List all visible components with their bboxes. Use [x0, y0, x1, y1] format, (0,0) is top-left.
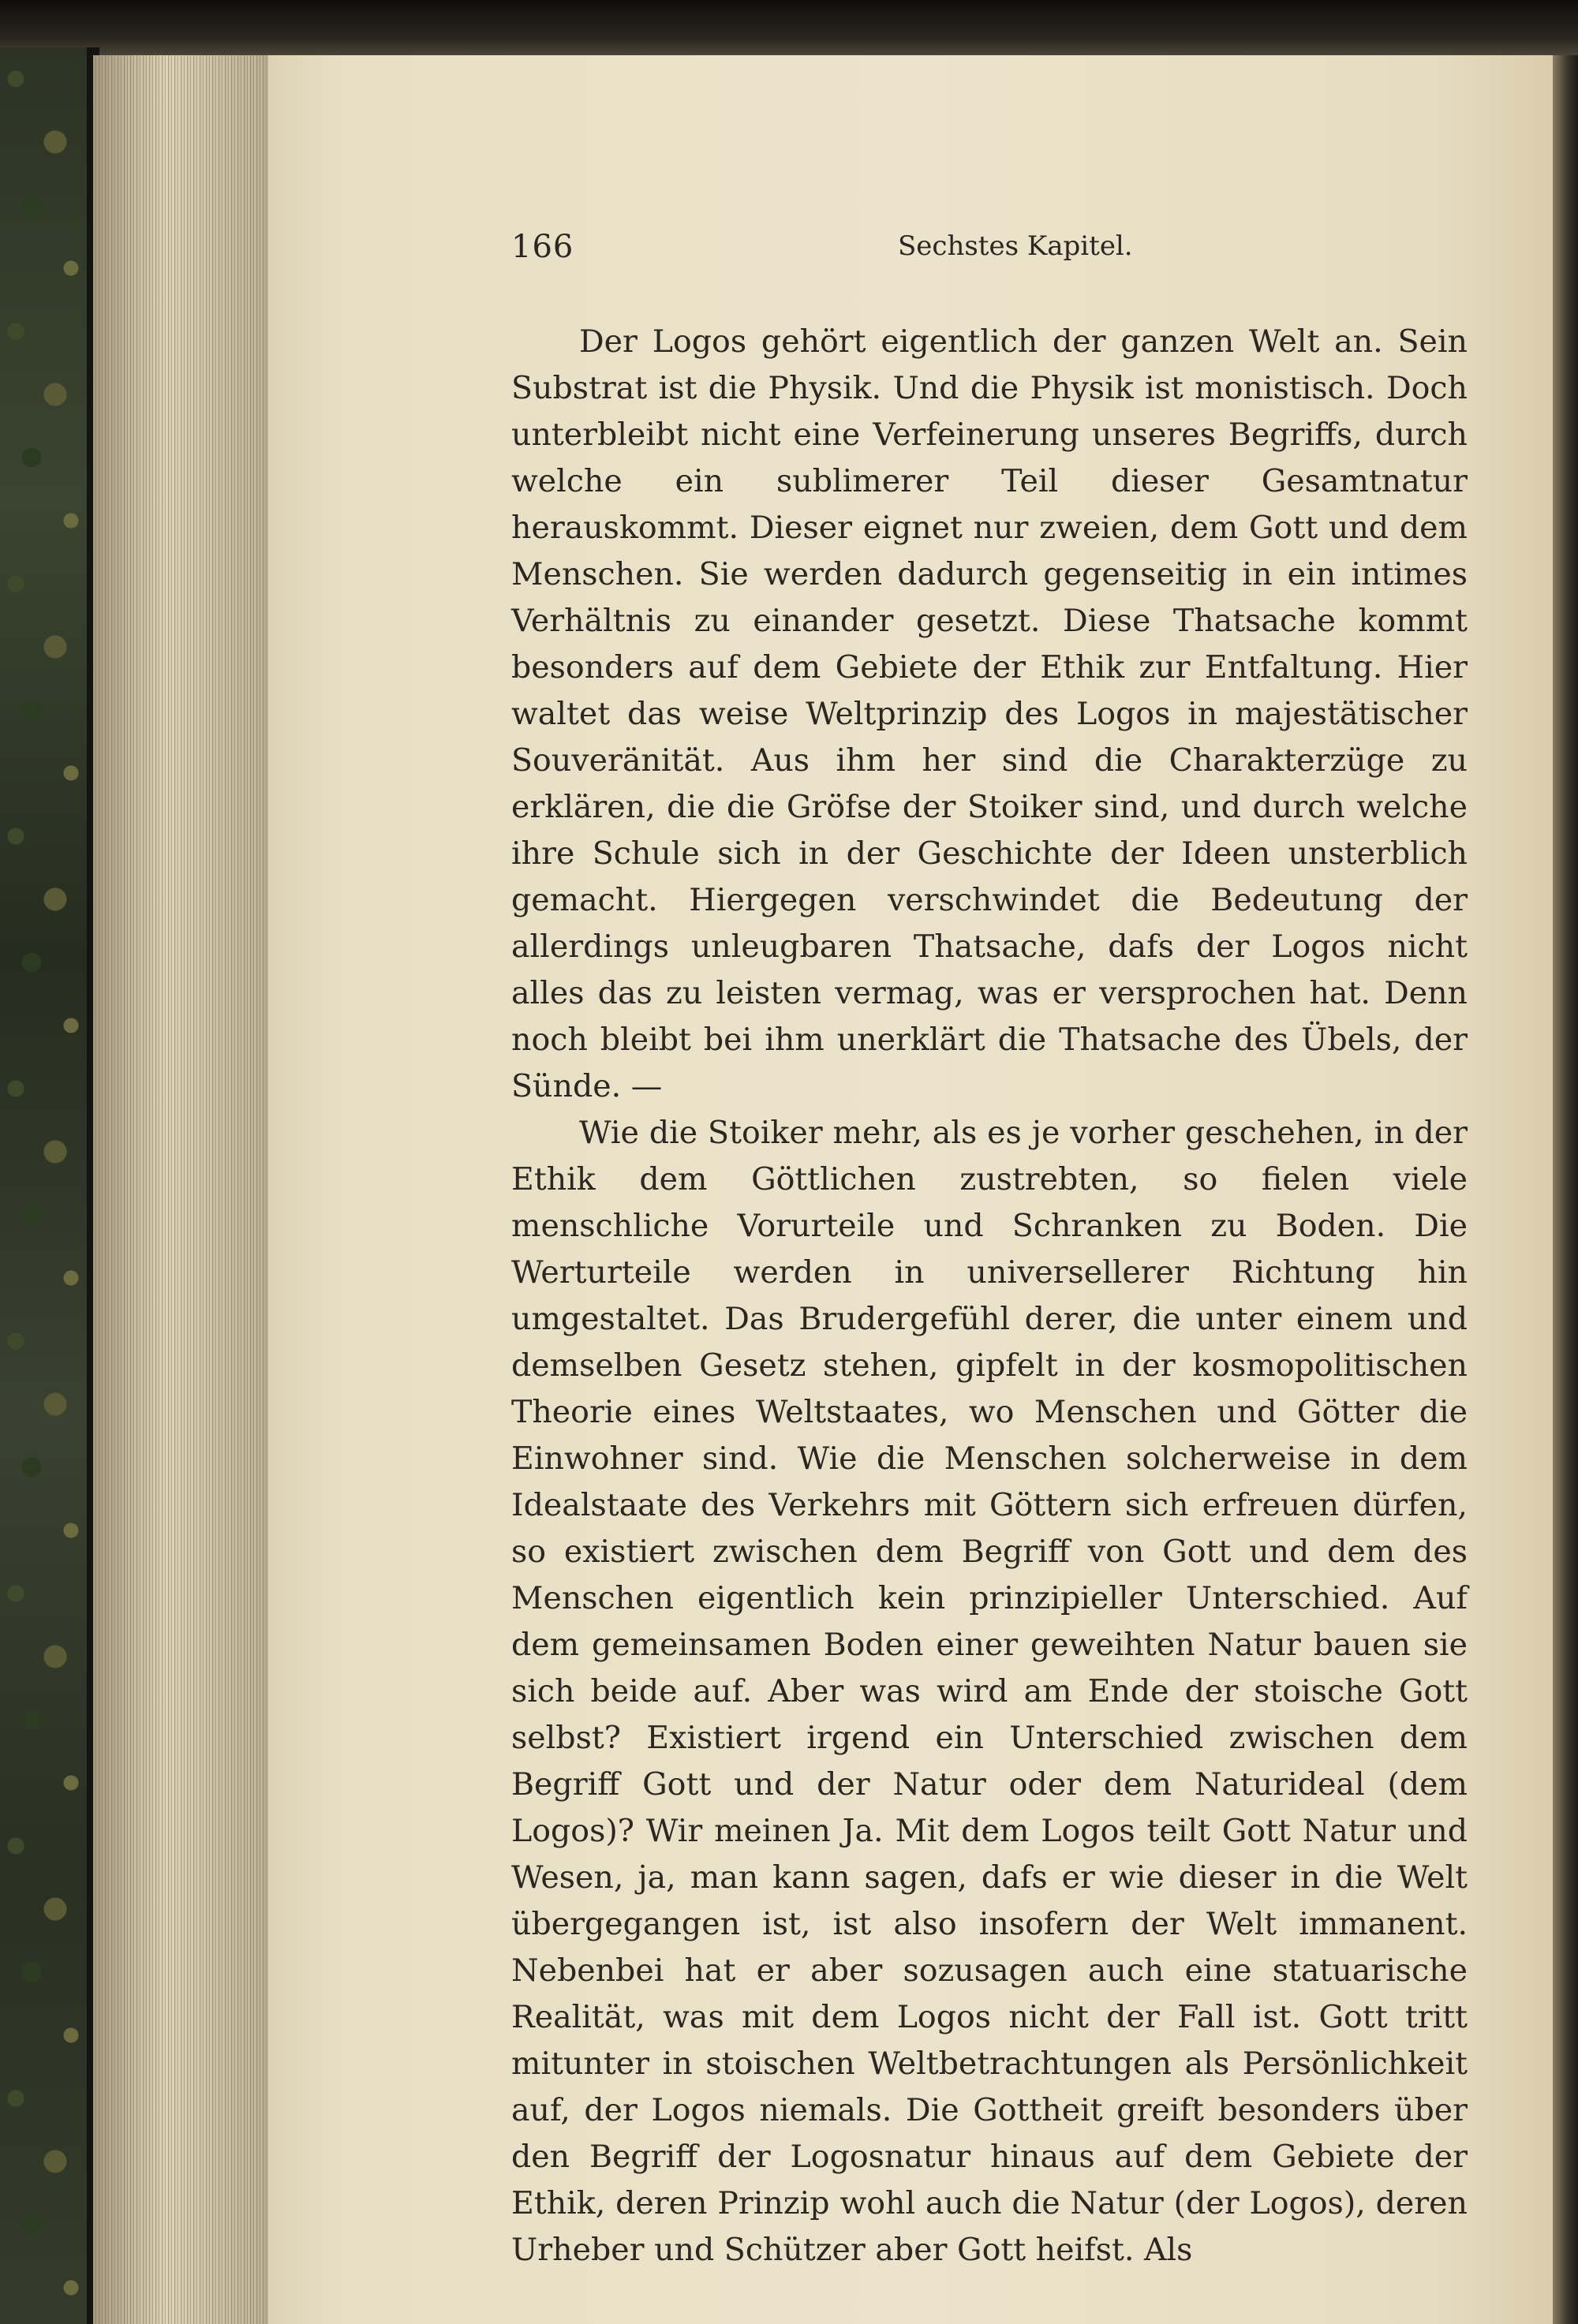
page-number: 166	[511, 229, 574, 265]
paragraph: Der Logos gehört eigentlich der ganzen Welt an. Sein Substrat ist die Physik. Und die Physik ist monistisch. Doch unterbleibt nicht eine Verfeinerung unseres Begriffs, durch welche ein sublimerer Teil dieser Gesamtnatur herauskommt. Dieser eignet nur zweien, dem Gott und dem Menschen. Sie werden dadurch gegenseitig in ein intimes Verhältnis zu einander gesetzt. Diese Thatsache kommt besonders auf dem Gebiete der Ethik zur Entfaltung. Hier waltet das weise Weltprinzip des Logos in majestätischer Souveränität. Aus ihm her sind die Charakterzüge zu erklären, die die Gröfse der Stoiker sind, und durch welche ihre Schule sich in der Geschichte der Ideen unsterblich gemacht. Hiergegen verschwindet die Bedeutung der allerdings unleugbaren Thatsache, dafs der Logos nicht alles das zu leisten vermag, was er versprochen hat. Denn noch bleibt bei ihm unerklärt die Thatsache des Übels, der Sünde. —	[511, 323, 1468, 1104]
page-content	[511, 229, 1468, 2274]
marbled-cover	[0, 47, 95, 2324]
page-header	[511, 229, 1468, 284]
page-edges-stack	[93, 55, 275, 2324]
page-right-edge	[1553, 55, 1578, 2324]
top-shadow-band	[0, 0, 1578, 55]
paragraph: Wie die Stoiker mehr, als es je vorher geschehen, in der Ethik dem Göttlichen zustrebten, so fielen viele menschliche Vorurteile und Schranken zu Boden. Die Werturteile werden in universellerer Richtung hin umgestaltet. Das Brudergefühl derer, die unter einem und demselben Gesetz stehen, gipfelt in der kosmopolitischen Theorie eines Weltstaates, wo Menschen und Götter die Einwohner sind. Wie die Menschen solcherweise in dem Idealstaate des Verkehrs mit Göttern sich erfreuen dürfen, so existiert zwischen dem Begriff von Gott und dem des Menschen eigentlich kein prinzipieller Unterschied. Auf dem gemeinsamen Boden einer geweihten Natur bauen sie sich beide auf. Aber was wird am Ende der stoische Gott selbst? Existiert irgend ein Unterschied zwischen dem Begriff Gott und der Natur oder dem Naturideal (dem Logos)? Wir meinen Ja. Mit dem Logos teilt Gott Natur und Wesen, ja, man kann sagen, dafs er wie dieser in die Welt übergegangen ist, ist also insofern der Welt immanent. Nebenbei hat er aber sozusagen auch eine statuarische Realität, was mit dem Logos nicht der Fall ist. Gott tritt mitunter in stoischen Weltbetrachtungen als Persönlichkeit auf, der Logos niemals. Die Gottheit greift besonders über den Begriff der Logosnatur hinaus auf dem Gebiete der Ethik, deren Prinzip wohl auch die Natur (der Logos), deren Urheber und Schützer aber Gott heifst. Als	[511, 1115, 1468, 2268]
running-head: Sechstes Kapitel.	[898, 230, 1133, 262]
body-text	[511, 319, 1468, 2274]
